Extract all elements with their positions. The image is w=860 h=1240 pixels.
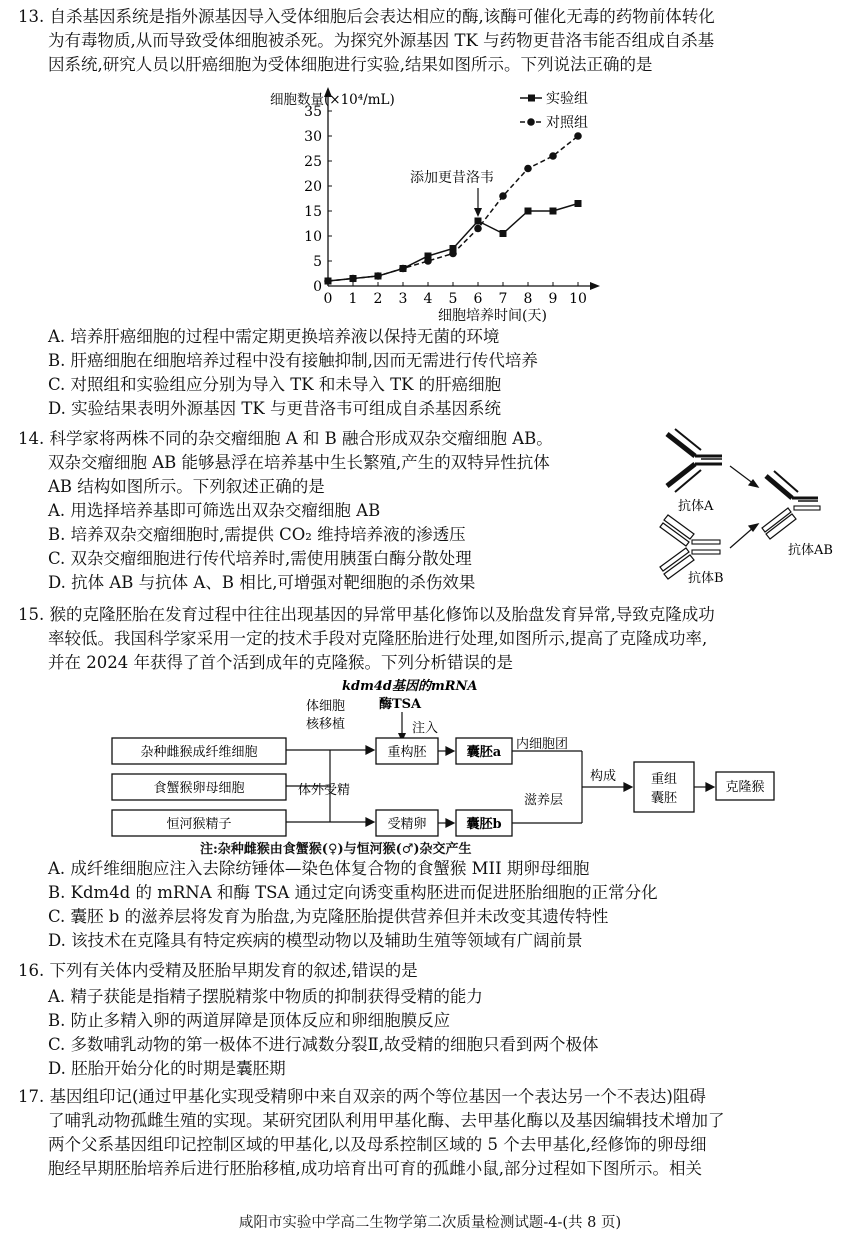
q17-stem-line-3: 两个父系基因组印记控制区域的甲基化,以及母系控制区域的 5 个去甲基化,经修饰的卵母细 — [48, 1135, 707, 1154]
antibody-a-label: 抗体A — [678, 499, 714, 514]
antibody-b-label: 抗体B — [688, 571, 724, 586]
q13-stem-line-2: 为有毒物质,从而导致受体细胞被杀死。为探究外源基因 TK 与药物更昔洛韦能否组成自杀基 — [48, 31, 715, 50]
page-footer: 咸阳市实验中学高二生物学第二次质量检测试题-4-(共 8 页) — [238, 1215, 622, 1231]
legend-marker-circle — [527, 118, 535, 126]
box-recombined-label-2: 囊胚 — [650, 791, 678, 806]
antibody-b-shape — [660, 515, 720, 579]
point-control — [449, 250, 457, 258]
box-blastocyst-a-label: 囊胚a — [466, 745, 502, 760]
x-tick-label: 5 — [448, 291, 458, 307]
q16-stem-line-1: 16. 下列有关体内受精及胚胎早期发育的叙述,错误的是 — [18, 961, 418, 980]
x-tick-label: 0 — [323, 291, 333, 307]
flow-top-label-2: 酶TSA — [379, 697, 422, 712]
q15-option-d: D. 该技术在克隆具有特定疾病的模型动物以及辅助生殖等领域有广阔前景 — [48, 931, 583, 950]
q13-option-d: D. 实验结果表明外源基因 TK 与更昔洛韦可组成自杀基因系统 — [48, 399, 501, 418]
flow-transfer-label-1: 体细胞 — [306, 699, 346, 714]
q13-option-c: C. 对照组和实验组应分别为导入 TK 和未导入 TK 的肝癌细胞 — [48, 375, 502, 394]
legend-label-2: 对照组 — [546, 115, 588, 131]
point-experiment — [500, 230, 507, 237]
series-line-2 — [328, 136, 578, 281]
chart-root — [270, 87, 600, 324]
box-oocyte-label: 食蟹猴卵母细胞 — [153, 781, 245, 796]
q15-stem-line-1: 15. 猴的克隆胚胎在发育过程中往往出现基因的异常甲基化修饰以及胎盘发育异常,导致克隆成功 — [18, 605, 715, 624]
x-tick-label: 6 — [473, 291, 483, 307]
annotation-label: 添加更昔洛韦 — [410, 170, 494, 186]
q14-stem-line-3: AB 结构如图所示。下列叙述正确的是 — [48, 477, 325, 496]
box-zygote-label: 受精卵 — [387, 817, 427, 832]
point-experiment — [525, 208, 532, 215]
x-tick-label: 3 — [398, 291, 408, 307]
box-clone-label: 克隆猴 — [725, 780, 765, 795]
point-control — [499, 192, 507, 200]
point-control — [524, 165, 532, 173]
arrow-b-to-ab — [730, 524, 758, 548]
x-axis-label: 细胞培养时间(天) — [438, 308, 547, 324]
point-experiment — [475, 218, 482, 225]
point-control — [324, 277, 332, 285]
q16-option-d: D. 胚胎开始分化的时期是囊胚期 — [48, 1059, 286, 1078]
y-tick-label: 30 — [304, 129, 322, 145]
q13-option-b: B. 肝癌细胞在细胞培养过程中没有接触抑制,因而无需进行传代培养 — [48, 351, 538, 370]
y-tick-label: 5 — [313, 254, 322, 270]
point-control — [399, 265, 407, 273]
flow-trophoblast-label: 滋养层 — [524, 793, 564, 808]
box-sperm-label: 恒河猴精子 — [166, 817, 232, 832]
q14-option-a: A. 用选择培养基即可筛选出双杂交瘤细胞 AB — [48, 501, 381, 520]
x-tick-label: 2 — [373, 291, 383, 307]
q14-option-d: D. 抗体 AB 与抗体 A、B 相比,可增强对靶细胞的杀伤效果 — [48, 573, 476, 592]
point-control — [574, 132, 582, 140]
y-tick-label: 10 — [304, 229, 322, 245]
point-control — [549, 152, 557, 160]
flow-inject-label: 注入 — [412, 721, 439, 736]
point-experiment — [575, 200, 582, 207]
cell-count-chart — [250, 86, 670, 326]
box-blastocyst-b-label: 囊胚b — [466, 817, 502, 832]
q15-stem-line-2: 率较低。我国科学家采用一定的技术手段对克隆胚胎进行处理,如图所示,提高了克隆成功率, — [48, 629, 708, 648]
box-hybrid-fibroblast-label: 杂种雌猴成纤维细胞 — [140, 745, 258, 760]
q15-option-c: C. 囊胚 b 的滋养层将发育为胎盘,为克隆胚胎提供营养但并未改变其遗传特性 — [48, 907, 609, 926]
x-tick-label: 9 — [548, 291, 558, 307]
flow-arrows-left — [286, 746, 374, 826]
q14-option-b: B. 培养双杂交瘤细胞时,需提供 CO₂ 维持培养液的渗透压 — [48, 525, 466, 544]
x-axis-arrow — [590, 282, 600, 290]
box-reconstructed-label: 重构胚 — [387, 745, 427, 760]
y-tick-label: 20 — [304, 179, 322, 195]
q14-stem-line-1: 14. 科学家将两株不同的杂交瘤细胞 A 和 B 融合形成双杂交瘤细胞 AB。 — [18, 429, 553, 448]
flow-note: 注:杂种雌猴由食蟹猴(♀)与恒河猴(♂)杂交产生 — [200, 842, 472, 857]
y-tick-label: 35 — [304, 104, 322, 120]
q17-stem-line-4: 胞经早期胚胎培养后进行胚胎移植,成功培育出可育的孤雌小鼠,部分过程如下图所示。相关 — [48, 1159, 702, 1178]
point-control — [374, 272, 382, 280]
flow-compose-label: 构成 — [590, 769, 617, 784]
flow-transfer-label-2: 核移植 — [306, 717, 346, 732]
point-control — [474, 225, 482, 233]
x-tick-label: 10 — [569, 291, 587, 307]
point-control — [424, 257, 432, 265]
x-tick-label: 1 — [348, 291, 358, 307]
box-recombined-label-1: 重组 — [650, 772, 678, 787]
antibody-a-shape — [667, 429, 722, 492]
y-tick-label: 15 — [304, 204, 322, 220]
q16-option-a: A. 精子获能是指精子摆脱精浆中物质的抑制获得受精的能力 — [48, 987, 483, 1006]
series-line-1 — [328, 204, 578, 282]
antibody-ab-label: 抗体AB — [788, 543, 833, 558]
antibody-ab-shape — [762, 471, 820, 539]
q17-stem-line-1: 17. 基因组印记(通过甲基化实现受精卵中来自双亲的两个等位基因一个表达另一个不表达)阻碍 — [18, 1087, 706, 1106]
q15-option-a: A. 成纤维细胞应注入去除纺锤体—染色体复合物的食蟹猴 MII 期卵母细胞 — [48, 859, 590, 878]
point-control — [349, 275, 357, 283]
q16-option-b: B. 防止多精入卵的两道屏障是顶体反应和卵细胞膜反应 — [48, 1011, 451, 1030]
x-tick-label: 4 — [423, 291, 433, 307]
q16-option-c: C. 多数哺乳动物的第一极体不进行减数分裂Ⅱ,故受精的细胞只看到两个极体 — [48, 1035, 599, 1054]
flow-arrows-mid — [438, 747, 454, 827]
cloning-flow-diagram — [100, 676, 780, 846]
legend-label-1: 实验组 — [546, 91, 588, 107]
antibody-diagram — [650, 428, 855, 588]
annotation-arrow-head — [474, 208, 482, 217]
y-tick-label: 0 — [313, 279, 322, 295]
q14-stem-line-2: 双杂交瘤细胞 AB 能够悬浮在培养基中生长繁殖,产生的双特异性抗体 — [48, 453, 550, 472]
q17-stem-line-2: 了哺乳动物孤雌生殖的实现。某研究团队利用甲基化酶、去甲基化酶以及基因编辑技术增加了 — [48, 1111, 725, 1130]
y-tick-label: 25 — [304, 154, 322, 170]
q15-stem-line-3: 并在 2024 年获得了首个活到成年的克隆猴。下列分析错误的是 — [48, 653, 513, 672]
x-tick-label: 7 — [498, 291, 508, 307]
legend-marker-square — [528, 95, 535, 102]
q13-option-a: A. 培养肝癌细胞的过程中需定期更换培养液以保持无菌的环境 — [48, 327, 500, 346]
q14-option-c: C. 双杂交瘤细胞进行传代培养时,需使用胰蛋白酶分散处理 — [48, 549, 472, 568]
flow-icm-label: 内细胞团 — [516, 737, 569, 752]
flow-top-label-1: kdm4d基因的mRNA — [342, 679, 478, 694]
q15-option-b: B. Kdm4d 的 mRNA 和酶 TSA 通过定向诱变重构胚进而促进胚胎细胞的正常分化 — [48, 883, 658, 902]
arrow-a-to-ab — [730, 466, 758, 487]
flow-ivf-label: 体外受精 — [298, 783, 351, 798]
x-tick-label: 8 — [523, 291, 533, 307]
y-axis-label: 细胞数量(×10⁴/mL) — [270, 92, 395, 108]
q13-stem-line-3: 因系统,研究人员以肝癌细胞为受体细胞进行实验,结果如图所示。下列说法正确的是 — [48, 55, 653, 74]
q13-stem-line-1: 13. 自杀基因系统是指外源基因导入受体细胞后会表达相应的酶,该酶可催化无毒的药物前体转化 — [18, 7, 715, 26]
point-experiment — [550, 208, 557, 215]
